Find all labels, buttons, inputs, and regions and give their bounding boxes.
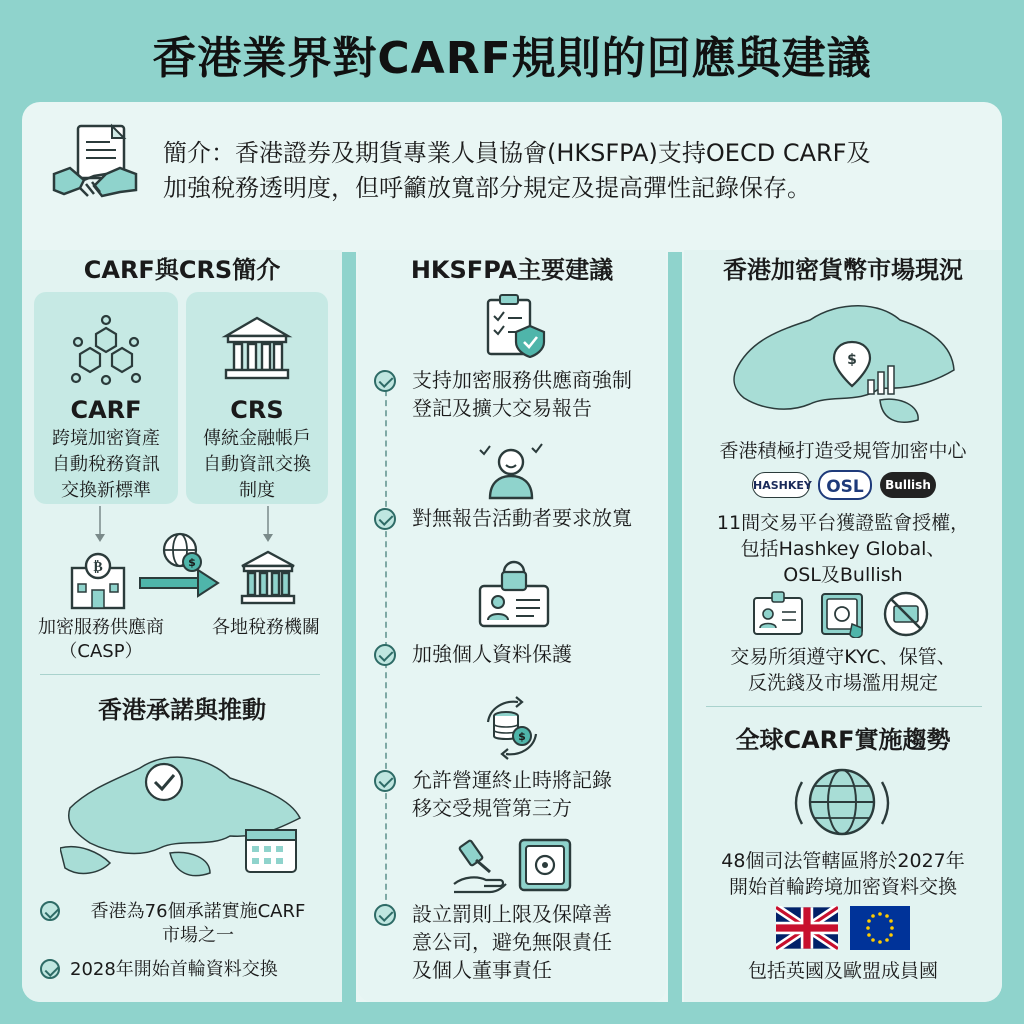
crypto-network-icon — [70, 314, 142, 386]
vault-icon — [822, 594, 862, 638]
section-title-global-trend: 全球CARF實施趨勢 — [735, 726, 951, 754]
recommendation-5: 設立罰則上限及保障善 意公司，避免無限責任 及個人董事責任 — [412, 902, 612, 982]
column-divider — [342, 252, 356, 1004]
id-card-lock-icon — [478, 558, 550, 628]
handshake-document-icon — [50, 122, 140, 212]
bank-icon — [220, 312, 294, 384]
flags-text: 包括英國及歐盟成員國 — [747, 960, 938, 982]
recommendation-1: 支持加密服務供應商強制 登記及擴大交易報告 — [412, 368, 632, 420]
kyc-card-icon — [754, 592, 802, 634]
eu-flag-icon — [850, 906, 910, 950]
crs-title: CRS — [230, 396, 284, 424]
commit-item-1-text: 香港為76個承諾實施CARF 市場之一 — [90, 901, 306, 946]
svg-text:$: $ — [518, 730, 526, 743]
carf-description: 跨境加密資產 自動稅務資訊 交換新標準 — [52, 428, 160, 501]
section-title-carf-crs: CARF與CRS簡介 — [83, 256, 281, 284]
section-title-hk-market: 香港加密貨幣市場現況 — [723, 256, 963, 284]
crypto-office-icon — [66, 550, 130, 610]
commit-item-1 — [40, 900, 330, 948]
crs-description: 傳統金融帳戶 自動資訊交換 制度 — [203, 428, 311, 501]
check-icon — [374, 904, 396, 926]
commit-item-2-text: 2028年開始首輪資料交換 — [70, 959, 278, 980]
platforms-text: 11間交易平台獲證監會授權， 包括Hashkey Global、 OSL及Bullish — [716, 512, 970, 586]
check-icon — [40, 959, 60, 979]
gavel-safe-icon — [450, 836, 576, 896]
clipboard-shield-icon — [484, 292, 548, 358]
left-divider — [40, 674, 320, 675]
check-icon — [374, 370, 396, 392]
commit-item-2 — [40, 958, 330, 982]
recommendation-2: 對無報告活動者要求放寬 — [412, 506, 632, 530]
recommendation-3: 加強個人資料保護 — [412, 642, 572, 666]
column-divider — [668, 252, 682, 1004]
data-transfer-icon — [478, 696, 546, 760]
svg-text:₿: ₿ — [93, 559, 103, 575]
hong-kong-map-pin-icon — [730, 290, 960, 430]
casp-label: 加密服務供應商 （CASP） — [38, 617, 164, 662]
global-text: 48個司法管轄區將於2027年 開始首輪跨境加密資料交換 — [721, 850, 965, 898]
section-title-recommendations: HKSFPA主要建議 — [410, 256, 614, 284]
hub-text: 香港積極打造受規管加密中心 — [719, 440, 967, 462]
check-icon — [374, 644, 396, 666]
svg-text:$: $ — [188, 556, 196, 569]
hashkey-logo: HASHKEY — [752, 472, 810, 498]
compliance-icons — [752, 590, 932, 638]
intro-section — [50, 122, 980, 222]
hong-kong-map-check-icon — [60, 738, 310, 888]
page-title: 香港業界對CARF規則的回應與建議 — [152, 33, 872, 84]
crs-box — [186, 292, 328, 504]
intro-line-1: 簡介：香港證券及期貨專業人員協會(HKSFPA)支持OECD CARF及 — [163, 139, 871, 167]
uk-flag-icon — [776, 906, 838, 950]
no-abuse-icon — [885, 593, 927, 635]
bullish-logo: Bullish — [880, 472, 936, 498]
carf-title: CARF — [70, 396, 142, 424]
recommendation-4: 允許營運終止時將記錄 移交受規管第三方 — [412, 768, 612, 820]
check-icon — [374, 770, 396, 792]
svg-text:$: $ — [847, 352, 857, 368]
globe-icon — [790, 762, 894, 842]
intro-line-2: 加強稅務透明度，但呼籲放寬部分規定及提高彈性記錄保存。 — [163, 174, 811, 202]
section-title-hk-commitment: 香港承諾與推動 — [98, 696, 266, 724]
right-divider — [706, 706, 982, 707]
person-checks-icon — [476, 436, 546, 502]
globe-coin-icon — [160, 530, 204, 574]
tax-authority-label: 各地稅務機關 — [212, 617, 320, 638]
intro-text — [163, 136, 983, 206]
rules-text: 交易所須遵守KYC、保管、 反洗錢及市場濫用規定 — [730, 646, 956, 694]
check-icon — [40, 901, 60, 921]
osl-logo: OSL — [818, 470, 872, 500]
tax-bank-icon — [238, 548, 298, 608]
check-icon — [374, 508, 396, 530]
carf-box — [34, 292, 178, 504]
